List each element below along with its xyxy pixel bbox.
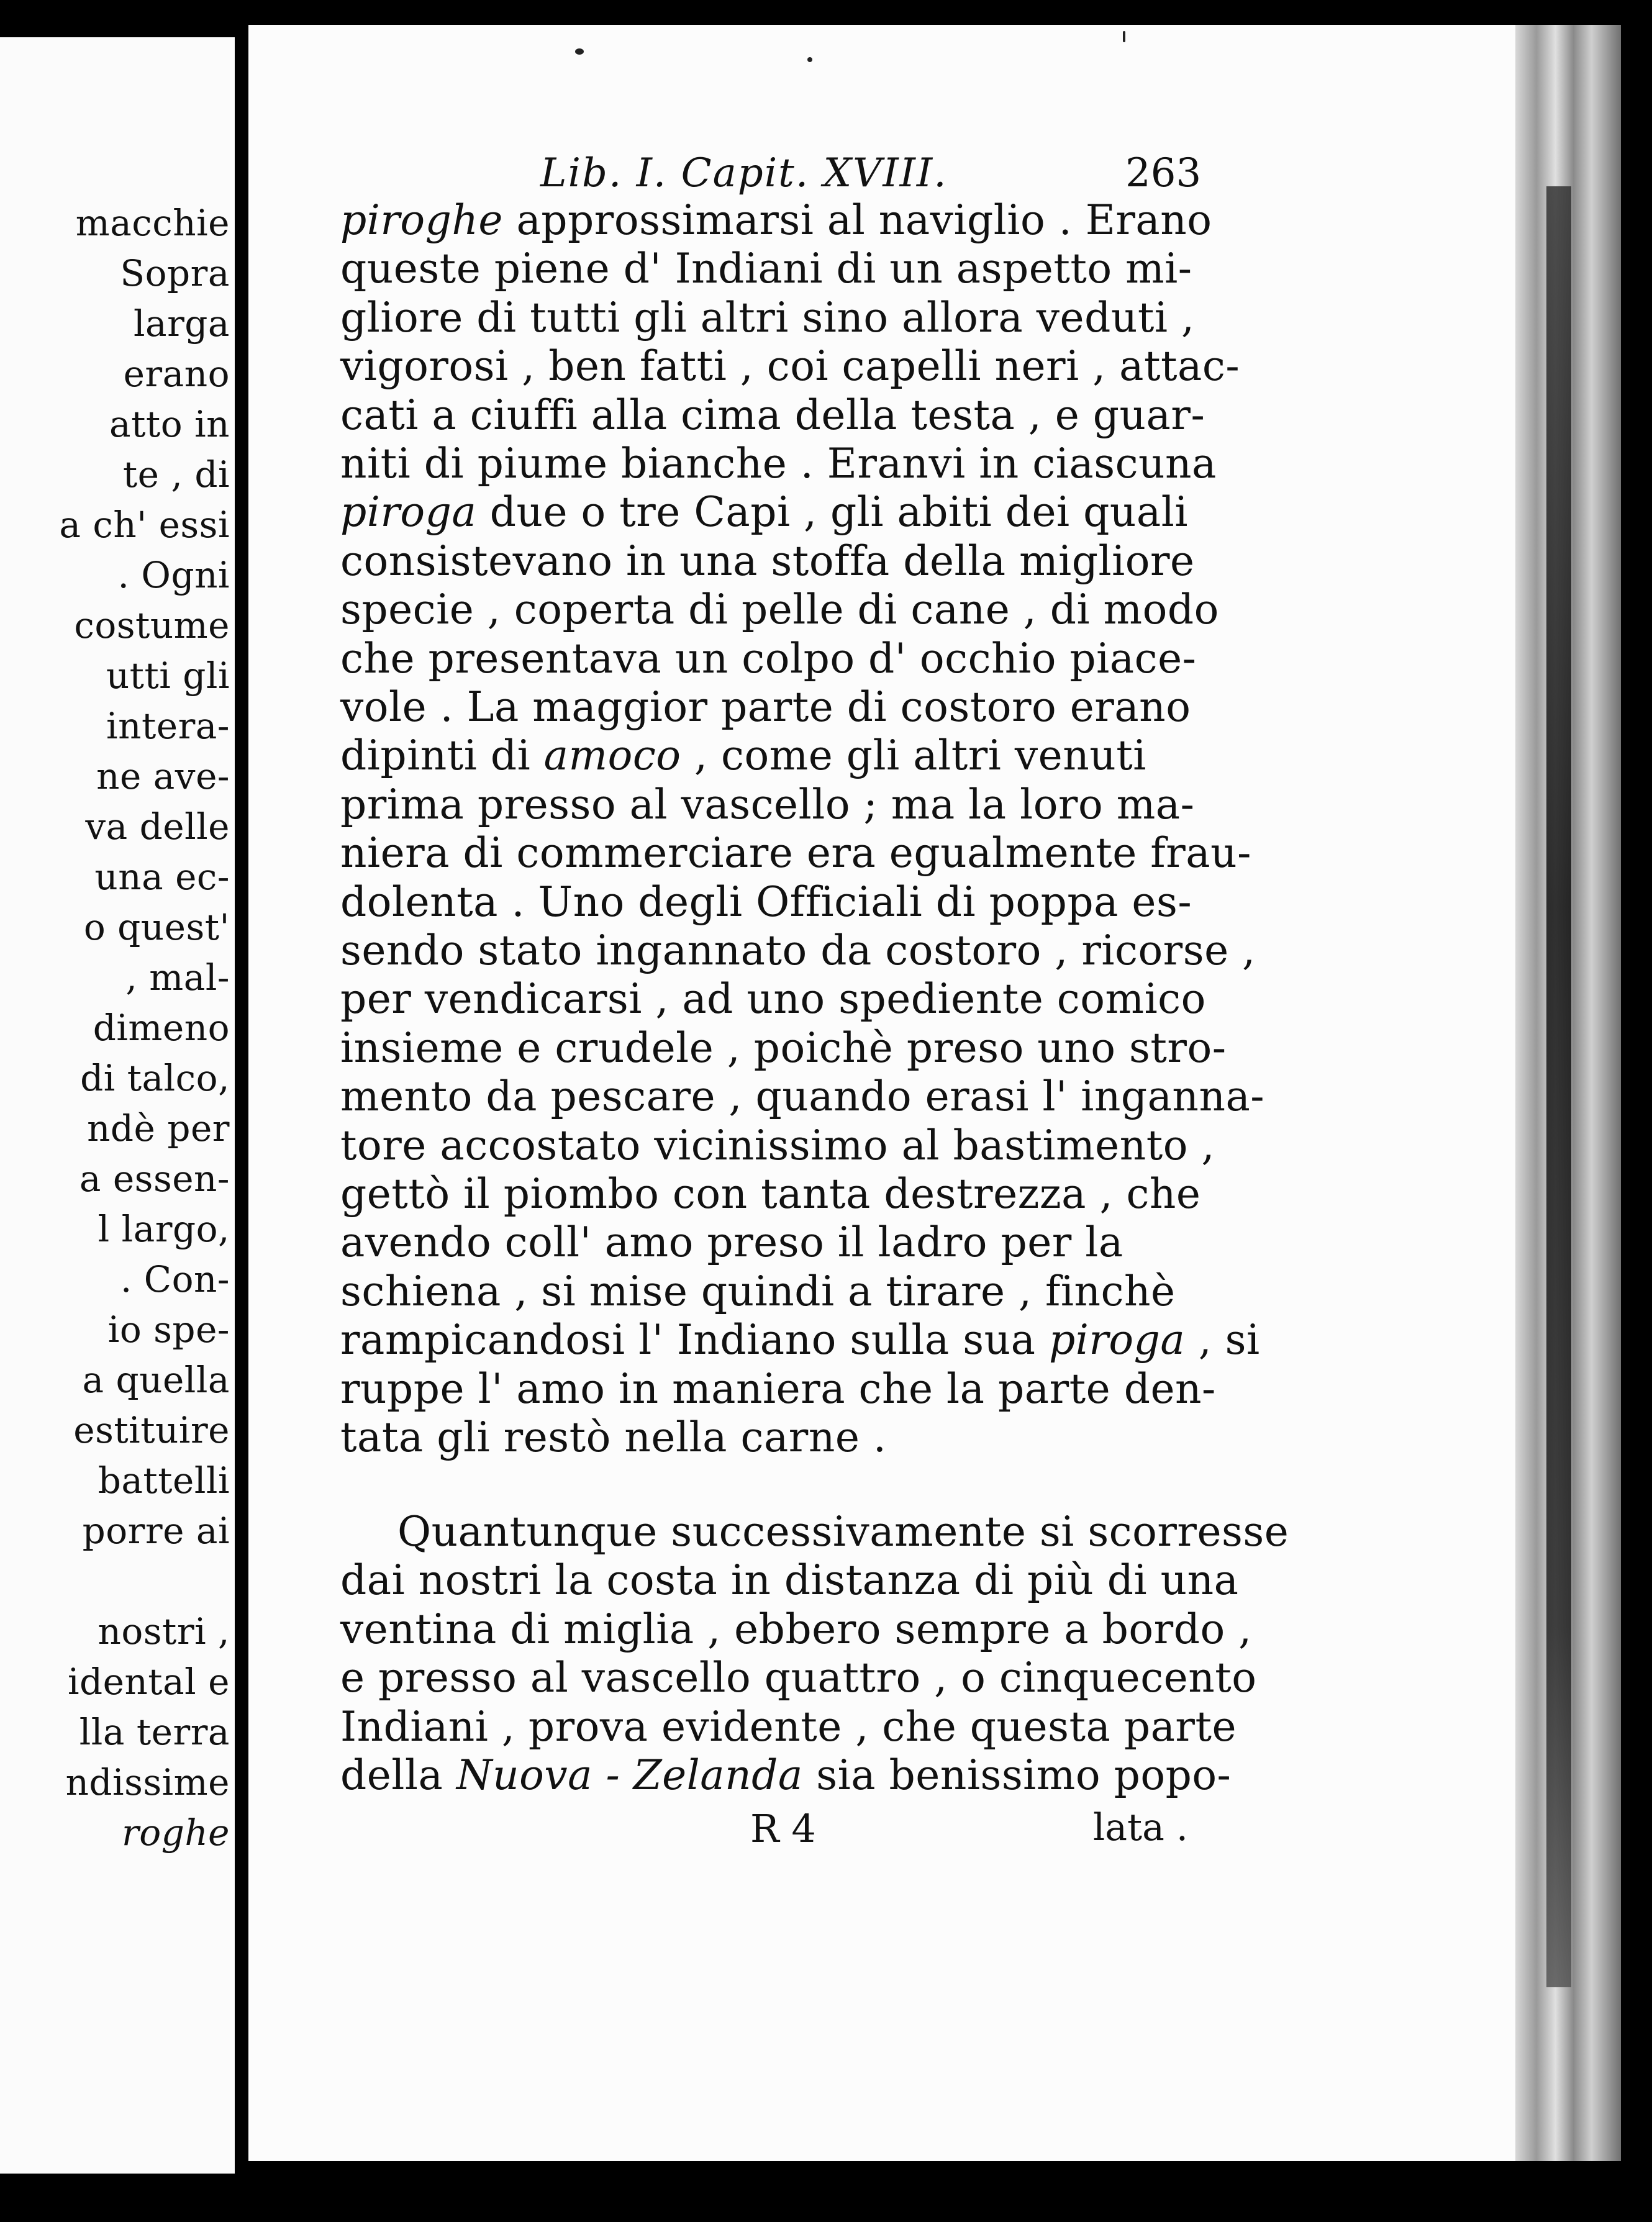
body-text-line: vole . La maggior parte di costoro erano	[340, 683, 1191, 731]
left-page-line: l largo,	[98, 1208, 230, 1250]
ink-speck	[1123, 31, 1125, 42]
left-page-line: a ch' essi	[59, 504, 230, 546]
body-text-line: tata gli restò nella carne .	[340, 1413, 887, 1461]
body-text-line: niti di piume bianche . Eranvi in ciascuna	[340, 440, 1217, 487]
body-text-line: insieme e crudele , poichè preso uno stro-	[340, 1023, 1227, 1072]
left-page-line: costume	[74, 604, 230, 646]
left-page	[0, 37, 237, 2174]
body-text-line: mento da pescare , quando erasi l' inganna-	[340, 1072, 1265, 1121]
left-page-line: dimeno	[93, 1007, 230, 1049]
body-text-line: prima presso al vascello ; ma la loro ma-	[340, 780, 1195, 828]
left-page-line: battelli	[98, 1459, 230, 1502]
left-page-line: o quest'	[83, 906, 230, 948]
left-page-line: idental e	[67, 1661, 230, 1703]
body-text-line: dolenta . Uno degli Officiali di poppa es-	[340, 877, 1192, 926]
catchword: lata .	[1093, 1806, 1188, 1849]
body-text-line: queste piene d' Indiani di un aspetto mi-	[340, 245, 1192, 293]
body-text-line: schiena , si mise quindi a tirare , finchè	[340, 1267, 1176, 1315]
body-text-line: consistevano in una stoffa della migliore	[340, 537, 1195, 585]
left-page-line: a quella	[82, 1359, 230, 1401]
left-page-line: una ec-	[94, 856, 230, 898]
left-page-line: te , di	[122, 453, 230, 496]
body-text-line: niera di commerciare era egualmente frau-	[340, 829, 1251, 877]
left-page-line: porre ai	[82, 1510, 230, 1552]
left-page-line: . Ogni	[117, 554, 230, 596]
left-page-line: di talco,	[80, 1057, 230, 1099]
left-page-line: utti gli	[106, 655, 230, 697]
left-page-line: lla terra	[79, 1711, 230, 1753]
body-text-line: cati a ciuffi alla cima della testa , e guar-	[340, 391, 1205, 439]
left-page-line: Sopra	[120, 252, 230, 294]
left-page-line: larga	[133, 302, 230, 345]
left-page-line: , mal-	[125, 956, 230, 999]
body-text-line: rampicandosi l' Indiano sulla sua piroga , si	[340, 1316, 1260, 1364]
page-edge-shadow	[1546, 186, 1571, 1987]
body-text-line: Indiani , prova evidente , che questa parte	[340, 1702, 1237, 1751]
body-text-line: gliore di tutti gli altri sino allora veduti ,	[340, 293, 1195, 342]
book-gutter	[235, 0, 248, 2222]
left-page-line: . Con-	[120, 1258, 230, 1300]
body-text-line: ruppe l' amo in maniera che la parte den-	[340, 1364, 1216, 1413]
body-text-line: che presentava un colpo d' occhio piace-	[340, 634, 1197, 682]
left-page-line: ndè per	[87, 1107, 230, 1150]
body-text-line: sendo stato ingannato da costoro , ricorse ,	[340, 927, 1256, 974]
left-page-line: erano	[123, 353, 230, 395]
left-page-line: ndissime	[65, 1761, 230, 1803]
left-page-line: macchie	[75, 202, 230, 244]
body-text-line: dai nostri la costa in distanza di più di una	[340, 1556, 1239, 1605]
left-page-line: roghe	[122, 1812, 230, 1854]
body-text-line: gettò il piombo con tanta destrezza , che	[340, 1170, 1201, 1218]
body-text-line: piroga due o tre Capi , gli abiti dei quali	[340, 488, 1188, 537]
body-text-line: tore accostato vicinissimo al bastimento ,	[340, 1121, 1215, 1169]
body-text-line: dipinti di amoco , come gli altri venuti	[340, 732, 1146, 780]
body-text-line: avendo coll' amo preso il ladro per la	[340, 1218, 1123, 1267]
body-text-line: piroghe approssimarsi al naviglio . Erano	[340, 196, 1212, 244]
body-text-line: della Nuova - Zelanda sia benissimo popo-	[340, 1751, 1232, 1799]
body-text-line: Quantunque successivamente si scorresse	[397, 1508, 1289, 1556]
left-page-line: io spe-	[107, 1308, 230, 1351]
left-page-line: a essen-	[79, 1158, 230, 1200]
left-page-line: atto in	[109, 403, 230, 445]
left-page-line: nostri ,	[98, 1610, 230, 1653]
ink-speck	[807, 57, 812, 62]
body-text-line: vigorosi , ben fatti , coi capelli neri , attac-	[340, 342, 1240, 391]
left-page-line: ne ave-	[96, 755, 230, 797]
signature-mark: R 4	[750, 1806, 816, 1851]
body-text-line: e presso al vascello quattro , o cinquecento	[340, 1654, 1257, 1702]
body-text-line: per vendicarsi , ad uno spediente comico	[340, 975, 1206, 1023]
ink-speck	[575, 48, 584, 55]
left-page-line: va delle	[85, 805, 230, 848]
left-page-line: intera-	[106, 705, 230, 747]
body-text-line: specie , coperta di pelle di cane , di modo	[340, 586, 1219, 634]
left-page-line: estituire	[73, 1409, 230, 1451]
page-number: 263	[1125, 150, 1202, 196]
running-head: Lib. I. Capit. XVIII.	[540, 150, 948, 196]
body-text-line: ventina di miglia , ebbero sempre a bordo ,	[340, 1605, 1252, 1653]
